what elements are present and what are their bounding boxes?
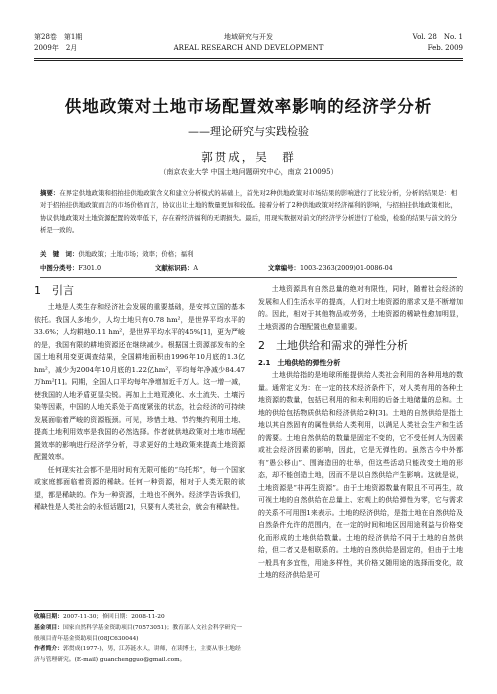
header-issue-en — [413, 32, 463, 54]
footnote-fund — [34, 623, 245, 645]
header-volume: 第28卷 第1期 — [34, 33, 83, 41]
doc-code-value: A — [193, 264, 198, 272]
doc-code-label: 文献标识码： — [155, 264, 194, 272]
paragraph: 土地供给指的是地球所能提供给人类社会利用的各种用地的数量。通常定义为：在一定的技术经济条件下，对人类有用的各种土地资源的数量，包括已利用的和未利用的后备土地储量的总和。土地的供给包括物质供给和经济供给2种[3]。土地的自然供给是指土地以其自然固有的属性供给人类利用，以满足人类社会生产和生活的需要。土地自然供给的数量是固定不变的，它不受任何人为因素或社会经济因素的影响，因此，它是无弹性的。虽然古今中外都有“愚公移山”、围海造田的壮举，但这些活动只能改变土地的形态，却不能创造土地，因而不是以自然供给产生影响。这就是说，土地资源是“非再生资源”。由于土地资源数量有限且不可再生，故可视土地的自然供给在总量上、宏观上的供给弹性为零，它与需求的关系不可用图1来表示。土地的经济供给，是指土地在自然供给及自然条件允许的范围内，在一定的时间和地区因用途利益与价格变化而形成的土地供给数量。土地的经济供给不同于土地的自然供给，但二者又是相联系的。土地的自然供给是固定的，但由于土地一般具有多宜性，用途多样性，其价格又随用途的选择而变化，故土地的经济供给是可 — [258, 371, 463, 579]
header-date-en: Feb. 2009 — [427, 44, 463, 52]
article-id-label: 文章编号： — [268, 264, 300, 272]
clc-number — [40, 263, 101, 274]
footnote-received — [34, 612, 245, 623]
fund-value: 国家自然科学基金资助项目(70573051)；教育部人文社会科学研究一般项目青年基金资助项目(08JC630044) — [34, 624, 242, 642]
keywords-label: 关 键 词： — [40, 250, 79, 258]
paragraph: 土地是人类生存和经济社会发展的重要基础，是安邦立国的基本依托。我国人多地少，人均土地只有0.78 hm²，是世界平均水平的33.6%；人均耕地0.11 hm²，是世界平均水平的45%[1]，更为严峻的是，我国有限的耕地资源还在继续减少。根据国土资源部发布的全国土地利用变更调查结果，全国耕地面积由1996年10月底的1.3亿hm²，减少为2004年10月底的1.22亿hm²，平均每年净减少84.47万hm²[1]。同期，全国人口平均每年净增加近千万人。这一增一减，使我国的人地矛盾更显尖锐。再加上土地荒漠化、水土流失、土壤污染等因素，中国的人地关系处于高度紧张的状态，社会经济的可持续发展面临着严峻的资源瓶颈。可见，珍惜土地、节约集约利用土地、提高土地利用效率是我国的必然选择。作者就供地政策对土地市场配置效率的影响进行经济学分析，寻求更好的土地政策来提高土地资源配置效率。 — [34, 303, 245, 461]
clc-value: F301.0 — [78, 264, 102, 272]
paper-authors: 郭贯成，吴 群 — [201, 150, 296, 164]
paragraph: 土地资源具有自然总量的绝对有限性，同时，随着社会经济的发展和人们生活水平的提高，人们对土地资源的需求又是不断增加的。因此，相对于其他物品或劳务，土地资源的稀缺性愈加明显，土地资源的合理配置也愈显重要。 — [258, 285, 463, 331]
abstract-divider — [40, 277, 457, 278]
author-label: 作者简介： — [34, 646, 63, 653]
paper-subtitle: ——理论研究与实践检验 — [188, 125, 309, 138]
author-affiliation: （南京农业大学 中国土地问题研究中心，南京 210095） — [159, 168, 338, 176]
paper-title: 供地政策对土地市场配置效率影响的经济学分析 — [64, 97, 433, 116]
left-column — [34, 283, 245, 514]
journal-header — [34, 32, 463, 58]
fund-label: 基金项目： — [34, 624, 63, 631]
section-1-heading: 1 引言 — [34, 284, 74, 297]
header-volume-en: Vol. 28 No. 1 — [412, 33, 463, 41]
header-rule-top — [34, 58, 463, 59]
clc-label: 中图分类号： — [40, 264, 79, 272]
author-value: 郭贯成(1977-)，男，江苏涟水人，讲师，在读博士，主要从事土地经济与管理研究。(E-mail) guanchengguo@gmail.com。 — [34, 646, 241, 664]
header-journal-cn: 地域研究与开发 — [224, 33, 273, 41]
keywords — [40, 249, 457, 260]
footnote-rule — [34, 610, 154, 611]
abstract-text: 在界定供地政策和招拍挂供地政策含义和建立分析模式的基础上，首先对2种供地政策对市场结果的影响进行了比较分析，分析的结果是：相对于招拍挂供地政策而言的市场价格而言，协议出让土地的数量更加和较低。接着分析了2种供地政策对经济福利的影响，与招拍挂供地政策相比，协议供地政策对土地资源配置的效率低下，存在着经济福利的无谓损失。最后，用现实数据对前文的经济学分析进行了检验，检验的结果与前文的分析是一致的。 — [40, 189, 457, 235]
header-journal-en: AREAL RESEARCH AND DEVELOPMENT — [173, 44, 324, 52]
abstract — [40, 187, 457, 237]
right-column — [258, 283, 463, 582]
received-label: 收稿日期： — [34, 614, 63, 620]
section-2-heading: 2 土地供给和需求的弹性分析 — [258, 339, 408, 352]
footnote-author — [34, 644, 245, 666]
subsection-2-1-heading: 2.1 土地供给的弹性分析 — [258, 359, 341, 367]
paragraph: 任何现实社会都不是用时间有无限可能的“乌托邦”，每一个国家或家庭都面临着资源的稀缺。任何一种资源，相对于人类无限的欲望，都是稀缺的。作为一种资源，土地也不例外。经济学告诉我们，稀缺性是人类社会的永恒话题[2]，只要有人类社会，就会有稀缺性。 — [34, 465, 245, 511]
article-id-value: 1003-2363(2009)01-0086-04 — [299, 264, 393, 272]
received-value: 2007-11-30；修回日期：2008-11-20 — [63, 614, 165, 620]
header-journal — [34, 32, 463, 54]
header-date: 2009年 2月 — [34, 44, 78, 52]
header-rule-bottom — [34, 60, 463, 61]
article-id — [268, 263, 393, 274]
abstract-label: 摘要： — [40, 189, 60, 197]
footnote — [34, 612, 245, 666]
keywords-text: 供地政策；土地市场；效率；价格；福利 — [78, 250, 194, 258]
doc-code — [155, 263, 198, 274]
